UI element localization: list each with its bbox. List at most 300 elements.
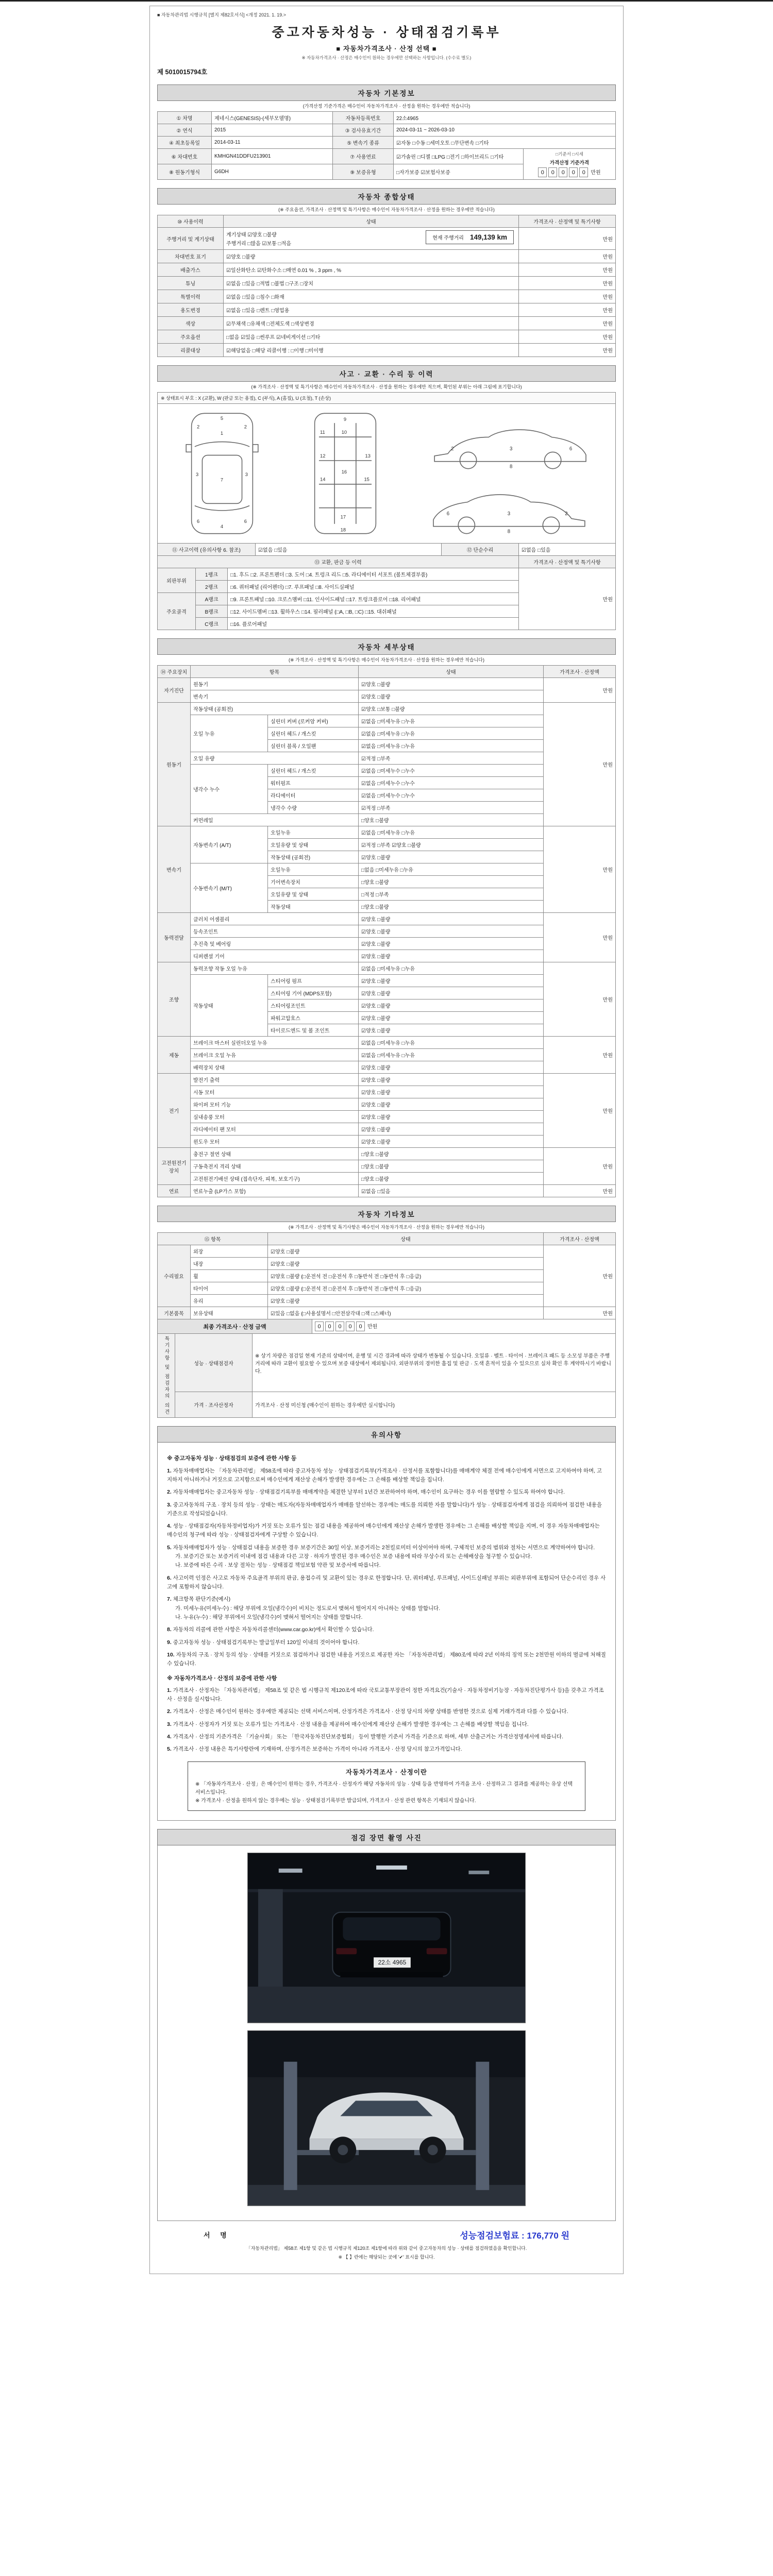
basic-info-table bbox=[157, 111, 616, 180]
checkbox-group[interactable]: ☑없음 □미세누유 □누유 bbox=[359, 1037, 544, 1049]
detail-item-label: 커먼레일 bbox=[191, 814, 359, 826]
svg-text:18: 18 bbox=[340, 527, 346, 533]
notice-item bbox=[167, 1467, 606, 1485]
checkbox-group[interactable]: □없음 □미세누유 □누유 bbox=[359, 863, 544, 876]
notice-number: 5. bbox=[167, 1544, 172, 1551]
page-subtitle-note: ※ 자동차가격조사 · 산정은 매수인이 원하는 경우에만 선택하는 사항입니다. (수수료 별도) bbox=[301, 55, 472, 60]
car-left-side-diagram bbox=[425, 411, 595, 471]
etc-item-label: 타이어 bbox=[191, 1282, 268, 1295]
checkbox-group[interactable]: ☑양호 □불량 bbox=[268, 1258, 544, 1270]
checkbox-group[interactable] bbox=[224, 228, 519, 250]
detail-group-price: 만원 bbox=[544, 1037, 616, 1074]
overall-row-price: 만원 bbox=[519, 263, 616, 277]
checkbox-group[interactable]: ☑없음 □미세누수 □누수 bbox=[359, 765, 544, 777]
overall-condition-table bbox=[157, 215, 616, 357]
svg-text:16: 16 bbox=[341, 469, 347, 474]
detail-group-price: 만원 bbox=[544, 1074, 616, 1148]
field-value: G6DH bbox=[212, 164, 333, 180]
notice-item bbox=[167, 1544, 606, 1570]
opinion-text: 가격조사 · 산정 미신청 (매수인이 원하는 경우에만 실시합니다) bbox=[253, 1392, 616, 1418]
rank-group-label: 주요골격 bbox=[158, 593, 196, 630]
checkbox-group[interactable] bbox=[224, 250, 519, 263]
car-side-view-diagrams bbox=[425, 411, 595, 536]
detail-group-label: 연료 bbox=[158, 1185, 191, 1197]
notice-text: 자동차매매업자는 「자동차관리법」 제58조에 따라 중고자동차 성능 · 상태점검기록부(가격조사 · 산정서를 포함합니다)를 매매계약 체결 전에 매수인에게 서면으로 고지하여야 하며, 고지하지 아니하거나 거짓으로 고지함으로써 매수인에게 재산상 손해가 발생한 경우에는 그 손해를 배상할 책임을 집니다. bbox=[167, 1467, 602, 1483]
notice-number: 9. bbox=[167, 1639, 172, 1646]
detail-item-label: 오일 유량 bbox=[191, 752, 359, 765]
checkbox-group[interactable]: ☑없음 □있음 bbox=[256, 544, 442, 556]
overall-row bbox=[158, 303, 616, 317]
section-note: (※ 주요옵션, 가격조사 · 산정액 및 특기사항은 매수인이 자동차가격조사 · 산정을 원하는 경우에만 적습니다) bbox=[278, 207, 495, 212]
state-line: ☑해당없음 □해당 리콜이행 : □이행 □미이행 bbox=[226, 348, 324, 354]
record-document bbox=[149, 6, 624, 2274]
detail-subitem-label: 라디에이터 bbox=[268, 789, 359, 802]
rank-label: A랭크 bbox=[196, 593, 228, 605]
notice-subtext: 나. 누유(누수) : 해당 부위에서 오일(냉각수)이 맺혀서 떨어지는 상태를 말합니다. bbox=[175, 1614, 363, 1620]
basic-row bbox=[158, 124, 616, 137]
notice-block1-title: ※ 중고자동차 성능 · 상태점검의 보증에 관한 사항 등 bbox=[167, 1455, 297, 1462]
checkbox-group[interactable]: ☑양호 □불량 bbox=[359, 950, 544, 962]
checkbox-group[interactable]: □양호 □불량 bbox=[359, 901, 544, 913]
field-value: 22소4965 bbox=[394, 112, 616, 124]
overall-row-label: 리콜대상 bbox=[158, 344, 224, 357]
checkbox-group[interactable]: ☑자동 □수동 □세미오토 □무단변속 □기타 bbox=[394, 137, 616, 149]
signature-row bbox=[157, 2221, 616, 2243]
checkbox-group[interactable]: ☑양호 □불량 bbox=[359, 913, 544, 925]
checkbox-group[interactable]: ☑양호 □불량 bbox=[359, 1086, 544, 1098]
notice-number: 1. bbox=[167, 1687, 172, 1693]
simple-repair-label: ⑫ 단순수리 bbox=[442, 544, 519, 556]
form-reference: ■ 자동차관리법 시행규칙 [별지 제82호서식] <개정 2021. 1. 19.> bbox=[157, 12, 286, 18]
checkbox-group[interactable]: □양호 □불량 bbox=[359, 1173, 544, 1185]
detail-row bbox=[158, 1185, 616, 1197]
checkbox-group[interactable]: ☑양호 □불량 bbox=[359, 1111, 544, 1123]
svg-text:6: 6 bbox=[446, 511, 449, 517]
checkbox-group[interactable] bbox=[224, 277, 519, 290]
section-inspection-photos bbox=[157, 1829, 616, 2221]
detail-item-label: 클러치 어셈블리 bbox=[191, 913, 359, 925]
detail-condition-table bbox=[157, 665, 616, 1197]
checkbox-group[interactable]: ☑양호 □불량 bbox=[359, 938, 544, 950]
checkbox-group[interactable]: ☑없음 □미세누수 □누수 bbox=[359, 777, 544, 789]
overall-row-label: 특별이력 bbox=[158, 290, 224, 303]
opinion-side-label: 특기사항 및 점검자의 의견 bbox=[158, 1334, 175, 1418]
section-detail-condition bbox=[157, 638, 616, 1197]
checkbox-group[interactable]: ☑양호 □불량 bbox=[359, 999, 544, 1012]
signature-label: 서 명 bbox=[204, 2231, 231, 2239]
checkbox-group[interactable]: □16. 플로어패널 bbox=[228, 618, 519, 630]
checkbox-group[interactable]: ☑양호 □불량 bbox=[359, 1074, 544, 1086]
accident-history-label: ⑪ 사고이력 (유의사항 6. 참조) bbox=[158, 544, 256, 556]
detail-row bbox=[158, 1148, 616, 1160]
final-price-unit: 만원 bbox=[367, 1324, 378, 1330]
ranks-title: ⑬ 교환, 판금 등 이력 bbox=[158, 556, 519, 568]
overall-row-price: 만원 bbox=[519, 317, 616, 330]
detail-subitem-label: 스티어링 펌프 bbox=[268, 975, 359, 987]
detail-group-label: 자기진단 bbox=[158, 678, 191, 703]
section-title: 유의사항 bbox=[157, 1426, 616, 1443]
detail-subitem-label: 워터펌프 bbox=[268, 777, 359, 789]
detail-item-label: 구동축전지 격리 상태 bbox=[191, 1160, 359, 1173]
detail-row bbox=[158, 678, 616, 690]
detail-row bbox=[158, 1074, 616, 1086]
detail-row bbox=[158, 1037, 616, 1049]
svg-text:5: 5 bbox=[221, 415, 224, 421]
etc-group-label: 수리필요 bbox=[158, 1245, 191, 1307]
col-header-usage: ⑩ 사용이력 bbox=[158, 215, 224, 228]
checkbox-group[interactable] bbox=[224, 303, 519, 317]
section-title: 사고 · 교환 · 수리 등 이력 bbox=[157, 365, 616, 382]
notice-item bbox=[167, 1686, 606, 1704]
price-digit: 0 bbox=[559, 167, 567, 177]
detail-item-label: 추진축 및 베어링 bbox=[191, 938, 359, 950]
notice-text: 자동차매매업자는 중고자동차 성능 · 상태점검기록부를 매매계약을 체결한 날부터 1년간 보관하여야 하며, 매수인이 요구하는 경우 이를 열람할 수 있도록 하여야 합니다. bbox=[173, 1489, 565, 1496]
notice-subtext: 가. 보증기간 또는 보증거리 이내에 점검 내용과 다른 고장 · 하자가 발견된 경우 매수인은 보증 내용에 따라 무상수리 또는 손해배상을 청구할 수 있습니다. bbox=[175, 1553, 532, 1560]
svg-text:15: 15 bbox=[364, 477, 369, 482]
svg-text:6: 6 bbox=[244, 518, 247, 524]
svg-text:7: 7 bbox=[221, 477, 224, 483]
notice-text: 성능 · 상태점검자(자동차정비업자)가 거짓 또는 오류가 있는 점검 내용을 제공하여 매수인에게 재산상 손해가 발생한 경우에는 그 손해를 배상할 책임을 지며, 이 경우 자동차매매업자는 매수인의 청구에 따라 성능 · 상태점검자에게 구상할 수 있습니다. bbox=[167, 1523, 600, 1538]
notice-subtext: 나. 보증에 따른 수리 · 보상 절차는 성능 · 상태점검 책임보험 약관 및 보증서에 따릅니다. bbox=[175, 1562, 381, 1569]
svg-text:2: 2 bbox=[197, 424, 200, 430]
detail-group-price: 만원 bbox=[544, 913, 616, 962]
detail-subitem-label: 작동상태 (공회전) bbox=[268, 851, 359, 863]
checkbox-group[interactable]: ☑없음 □미세누유 □누유 bbox=[359, 727, 544, 740]
notice-number: 4. bbox=[167, 1733, 172, 1740]
car-damage-diagrams bbox=[157, 403, 616, 544]
notice-number: 6. bbox=[167, 1574, 172, 1581]
info-box-title: 자동차가격조사 · 산정이란 bbox=[346, 1768, 427, 1776]
opinion-row bbox=[158, 1392, 616, 1418]
checkbox-group[interactable]: ☑양호 □불량 bbox=[359, 690, 544, 703]
detail-item-label: 디퍼렌셜 기어 bbox=[191, 950, 359, 962]
col-header-price: 가격조사 · 산정액 bbox=[544, 666, 616, 678]
notice-number: 8. bbox=[167, 1626, 172, 1633]
detail-group-label: 동력전달 bbox=[158, 913, 191, 962]
price-digit: 0 bbox=[579, 167, 588, 177]
overall-row bbox=[158, 250, 616, 263]
svg-text:6: 6 bbox=[197, 518, 200, 524]
checkbox-group[interactable]: ☑양호 □불량 bbox=[359, 678, 544, 690]
svg-text:3: 3 bbox=[196, 472, 199, 478]
state-line: 계기상태 ☑양호 □불량 bbox=[226, 232, 277, 238]
notice-item bbox=[167, 1733, 606, 1741]
notice-item bbox=[167, 1488, 606, 1497]
field-label: ④ 최초등록일 bbox=[158, 137, 212, 149]
section-title: 점검 장면 촬영 사진 bbox=[157, 1829, 616, 1845]
overall-row-label: 배출가스 bbox=[158, 263, 224, 277]
price-unit: 만원 bbox=[591, 170, 601, 176]
checkbox-group[interactable]: ☑없음 □미세누유 □누유 bbox=[359, 715, 544, 727]
svg-text:9: 9 bbox=[343, 416, 347, 422]
col-header-item: ⑮ 항목 bbox=[158, 1233, 268, 1245]
notice-number: 1. bbox=[167, 1467, 172, 1474]
notice-block1 bbox=[167, 1467, 606, 1669]
section-accident-history bbox=[157, 365, 616, 630]
svg-text:11: 11 bbox=[320, 429, 325, 435]
overall-row-price: 만원 bbox=[519, 344, 616, 357]
etc-item-label: 내장 bbox=[191, 1258, 268, 1270]
checkbox-group[interactable] bbox=[224, 290, 519, 303]
overall-row bbox=[158, 330, 616, 344]
checkbox-group[interactable]: ☑없음 □미세누유 □누유 bbox=[359, 1049, 544, 1061]
basic-row bbox=[158, 149, 616, 164]
overall-row-label: 주행거리 및 계기상태 bbox=[158, 228, 224, 250]
checkbox-group[interactable]: ☑양호 □보통 □불량 bbox=[359, 703, 544, 715]
field-label: ⑦ 사용연료 bbox=[333, 149, 394, 164]
detail-row bbox=[158, 703, 616, 715]
checkbox-group[interactable]: ☑있음 □없음 (□사용설명서 □안전삼각대 □잭 □스패너) bbox=[268, 1307, 544, 1319]
detail-item-label: 변속기 bbox=[191, 690, 359, 703]
opinion-text: ※ 상기 차량은 점검일 현재 기준의 상태이며, 운행 및 시간 경과에 따라 상태가 변동될 수 있습니다. 오일류 · 벨트 · 타이어 · 브레이크 패드 등 소모성 부품은 주행거리에 따라 교환이 필요할 수 있으며 보증 대상에서 제외됩니다. 외판부위의 경미한 흠집 및 판금 · 도색 흔적이 있을 수 있으므로 실차 확인 후 계약하시기 바랍니다. bbox=[253, 1334, 616, 1392]
etc-group-price: 만원 bbox=[544, 1307, 616, 1319]
checkbox-group[interactable]: ☑가솔린 □디젤 □LPG □전기 □하이브리드 □기타 bbox=[394, 149, 524, 164]
detail-item-label: 시동 모터 bbox=[191, 1086, 359, 1098]
detail-item-label: 연료누출 (LP가스 포함) bbox=[191, 1185, 359, 1197]
overall-row-label: 색상 bbox=[158, 317, 224, 330]
notice-number: 3. bbox=[167, 1501, 172, 1508]
checkbox-group[interactable]: □자가보증 ☑보험사보증 bbox=[394, 164, 524, 180]
footer-line: 「자동차관리법」 제58조 제1항 및 같은 법 시행규칙 제120조 제1항에 따라 위와 같이 중고자동차의 성능 · 상태를 점검하였음을 확인합니다. bbox=[246, 2245, 527, 2251]
notice-item bbox=[167, 1720, 606, 1729]
price-digit: 0 bbox=[335, 1321, 344, 1331]
notice-number: 7. bbox=[167, 1596, 172, 1603]
price-digit: 0 bbox=[548, 167, 557, 177]
overall-row-price: 만원 bbox=[519, 290, 616, 303]
detail-item-label: 고전원전기배선 상태 (접속단자, 피복, 보호기구) bbox=[191, 1173, 359, 1185]
detail-subitem-label: 오일유량 및 상태 bbox=[268, 888, 359, 901]
detail-subitem-label: 오일유량 및 상태 bbox=[268, 839, 359, 851]
notice-item bbox=[167, 1625, 606, 1634]
detail-subitem-label: 오일누유 bbox=[268, 863, 359, 876]
col-header-price: 가격조사 · 산정액 및 특기사항 bbox=[519, 556, 616, 568]
detail-item-label: 배력장치 상태 bbox=[191, 1061, 359, 1074]
detail-item-label: 실내송풍 모터 bbox=[191, 1111, 359, 1123]
detail-item-label: 윈도우 모터 bbox=[191, 1136, 359, 1148]
field-label: ③ 검사유효기간 bbox=[333, 124, 394, 137]
checkbox-group[interactable]: ☑적정 □부족 bbox=[359, 752, 544, 765]
svg-text:12: 12 bbox=[320, 453, 326, 459]
section-title: 자동차 세부상태 bbox=[157, 638, 616, 655]
notice-text: 자동차의 리콜에 관한 사항은 자동차리콜센터(www.car.go.kr)에서 확인할 수 있습니다. bbox=[173, 1626, 374, 1633]
notice-item bbox=[167, 1522, 606, 1540]
state-line: ☑없음 □있음 □렌트 □영업용 bbox=[226, 308, 290, 314]
overall-row bbox=[158, 317, 616, 330]
detail-subitem-label: 작동상태 bbox=[268, 901, 359, 913]
detail-item-label: 자동변속기 (A/T) bbox=[191, 826, 268, 863]
checkbox-group[interactable]: ☑없음 □미세누수 □누수 bbox=[359, 789, 544, 802]
field-label: ⑤ 변속기 종류 bbox=[333, 137, 394, 149]
detail-group-label: 조향 bbox=[158, 962, 191, 1037]
overall-row bbox=[158, 344, 616, 357]
checkbox-group[interactable] bbox=[224, 317, 519, 330]
checkbox-group[interactable]: ☑양호 □불량 bbox=[359, 975, 544, 987]
detail-item-label: 동력조향 작동 오일 누유 bbox=[191, 962, 359, 975]
current-mileage-value: 149,139 km bbox=[469, 233, 507, 241]
col-header-item: 항목 bbox=[191, 666, 359, 678]
svg-text:2: 2 bbox=[244, 424, 247, 430]
price-digit: 0 bbox=[346, 1321, 355, 1331]
state-mark-legend: ※ 상태표시 부호 : X (교환), W (판금 또는 용접), C (부식), A (흠집), U (요철), T (손상) bbox=[157, 392, 616, 403]
base-price-options[interactable]: □기준서 □시세 bbox=[556, 151, 583, 157]
fee-value: 176,770 원 bbox=[527, 2230, 569, 2241]
car-right-side-diagram bbox=[425, 476, 595, 536]
svg-text:6: 6 bbox=[569, 446, 572, 452]
notice-item bbox=[167, 1501, 606, 1519]
field-value: 2014-03-11 bbox=[212, 137, 333, 149]
checkbox-group[interactable]: ☑양호 □불량 bbox=[359, 1098, 544, 1111]
price-digit: 0 bbox=[356, 1321, 365, 1331]
rank-label: 2랭크 bbox=[196, 581, 228, 593]
section-note: (※ 가격조사 · 산정액 및 특기사항은 매수인이 자동차가격조사 · 산정을 원하는 경우에만 적습니다) bbox=[289, 657, 484, 663]
svg-text:1: 1 bbox=[221, 431, 224, 436]
checkbox-group[interactable]: ☑양호 □불량 bbox=[359, 1012, 544, 1024]
checkbox-group[interactable]: □6. 쿼터패널 (리어펜더) □7. 루프패널 □8. 사이드실패널 bbox=[228, 581, 519, 593]
checkbox-group[interactable]: ☑양호 □불량 (□운전석 전 □운전석 후 □동반석 전 □동반석 후 □응급) bbox=[268, 1282, 544, 1295]
car-top-view-diagram bbox=[178, 409, 266, 538]
detail-group-label: 원동기 bbox=[158, 703, 191, 826]
overall-row-label: 튜닝 bbox=[158, 277, 224, 290]
section-basic-info bbox=[157, 84, 616, 180]
notice-number: 4. bbox=[167, 1523, 172, 1530]
detail-item-label: 등속조인트 bbox=[191, 925, 359, 938]
detail-subitem-label: 파워고압호스 bbox=[268, 1012, 359, 1024]
detail-group-price: 만원 bbox=[544, 678, 616, 703]
rank-group-label: 외판부위 bbox=[158, 568, 196, 593]
notice-number: 2. bbox=[167, 1708, 172, 1715]
checkbox-group[interactable]: □양호 □불량 bbox=[359, 814, 544, 826]
checkbox-group[interactable]: ☑양호 □불량 (□운전석 전 □운전석 후 □동반석 전 □동반석 후 □응급) bbox=[268, 1270, 544, 1282]
field-label: 자동차등록번호 bbox=[333, 112, 394, 124]
etc-item-label: 보유상태 bbox=[191, 1307, 268, 1319]
checkbox-group[interactable]: □1. 후드 □2. 프론트펜더 □3. 도어 □4. 트렁크 리드 □5. 라디에이터 서포트 (볼트체결부품) bbox=[228, 568, 519, 581]
price-survey-info-box bbox=[188, 1761, 585, 1811]
checkbox-group[interactable]: ☑없음 □미세누유 □누유 bbox=[359, 962, 544, 975]
state-line: 주행거리 □많음 ☑보통 □적음 bbox=[226, 241, 291, 247]
base-price-digits bbox=[526, 167, 613, 177]
section-note: (※ 가격조사 · 산정액 및 특기사항은 매수인이 자동차가격조사 · 산정을 원하는 경우에만 적습니다) bbox=[289, 1225, 484, 1230]
svg-text:8: 8 bbox=[507, 529, 510, 535]
notice-text: 중고자동차 성능 · 상태점검기록부는 발급일부터 120일 이내의 것이어야 합니다. bbox=[173, 1639, 360, 1646]
state-line: ☑무채색 □유채색 □전체도색 □색상변경 bbox=[226, 321, 314, 327]
etc-row bbox=[158, 1245, 616, 1258]
rank-price: 만원 bbox=[519, 568, 616, 630]
checkbox-group[interactable]: ☑적정 □부족 ☑양호 □불량 bbox=[359, 839, 544, 851]
overall-row-price: 만원 bbox=[519, 228, 616, 250]
checkbox-group[interactable] bbox=[224, 330, 519, 344]
section-title: 자동차 종합상태 bbox=[157, 188, 616, 205]
checkbox-group[interactable]: □9. 프론트패널 □10. 크로스멤버 □11. 인사이드패널 □17. 트렁크플로어 □18. 리어패널 bbox=[228, 593, 519, 605]
col-header-device: ⑭ 주요장치 bbox=[158, 666, 191, 678]
overall-row-price: 만원 bbox=[519, 303, 616, 317]
opinion-who-label: 성능 · 상태점검자 bbox=[175, 1334, 253, 1392]
checkbox-group[interactable]: ☑양호 □불량 bbox=[359, 851, 544, 863]
detail-subitem-label: 스티어링 기어 (MDPS포함) bbox=[268, 987, 359, 999]
detail-row bbox=[158, 962, 616, 975]
checkbox-group[interactable]: □양호 □불량 bbox=[359, 1160, 544, 1173]
notice-item bbox=[167, 1707, 606, 1716]
state-line: ☑없음 □있음 □적법 □불법 □구조 □장치 bbox=[226, 281, 313, 287]
info-box-line: ※ 「자동차가격조사 · 산정」은 매수인이 원하는 경우, 가격조사 · 산정자가 해당 자동차의 성능 · 상태 등을 반영하여 가격을 조사 · 산정하고 그 결과를 제공하는 유상 선택 서비스입니다. bbox=[195, 1782, 573, 1796]
checkbox-group[interactable]: ☑양호 □불량 bbox=[268, 1295, 544, 1307]
checkbox-group[interactable]: □양호 □불량 bbox=[359, 1148, 544, 1160]
checkbox-group[interactable]: ☑없음 □있음 bbox=[519, 544, 616, 556]
field-label: ⑨ 보증유형 bbox=[333, 164, 394, 180]
section-note: (가격산정 기준가격은 매수인이 자동차가격조사 · 산정을 원하는 경우에만 적습니다) bbox=[303, 104, 470, 109]
checkbox-group[interactable]: ☑없음 □미세누유 □누유 bbox=[359, 740, 544, 752]
detail-group-label: 전기 bbox=[158, 1074, 191, 1148]
svg-text:3: 3 bbox=[509, 446, 513, 452]
col-header-state: 상태 bbox=[268, 1233, 544, 1245]
checkbox-group[interactable]: ☑없음 □미세누유 □누유 bbox=[359, 826, 544, 839]
detail-item-label: 원동기 bbox=[191, 678, 359, 690]
checkbox-group[interactable]: □양호 □불량 bbox=[359, 876, 544, 888]
detail-item-label: 작동상태 (공회전) bbox=[191, 703, 359, 715]
checkbox-group[interactable] bbox=[224, 263, 519, 277]
section-title: 자동차 기본정보 bbox=[157, 84, 616, 101]
checkbox-group[interactable]: ☑적정 □부족 bbox=[359, 802, 544, 814]
opinion-who-label: 가격 · 조사산정자 bbox=[175, 1392, 253, 1418]
field-value: 2015 bbox=[212, 124, 333, 137]
base-price-box bbox=[524, 149, 616, 180]
final-price-table bbox=[157, 1319, 616, 1334]
price-digit: 0 bbox=[325, 1321, 334, 1331]
final-price-label: 최종 가격조사 · 산정 금액 bbox=[158, 1319, 312, 1334]
notice-text: 가격조사 · 산정 내용은 특기사항란에 기재하며, 산정가격은 보증하는 가격이 아니라 가격조사 · 산정 당시의 참고가격입니다. bbox=[173, 1746, 462, 1753]
checkbox-group[interactable]: ☑양호 □불량 bbox=[359, 1024, 544, 1037]
checkbox-group[interactable] bbox=[224, 344, 519, 357]
etc-info-table bbox=[157, 1232, 616, 1319]
detail-item-label: 수동변속기 (M/T) bbox=[191, 863, 268, 913]
checkbox-group[interactable]: ☑양호 □불량 bbox=[359, 925, 544, 938]
checkbox-group[interactable]: ☑양호 □불량 bbox=[268, 1245, 544, 1258]
svg-text:2: 2 bbox=[450, 446, 454, 452]
checkbox-group[interactable]: ☑양호 □불량 bbox=[359, 987, 544, 999]
svg-text:10: 10 bbox=[341, 429, 347, 435]
notice-subtext: 가. 미세누유(미세누수) : 해당 부위에 오일(냉각수)이 비치는 정도로서 맺혀서 떨어지지 아니하는 상태를 말합니다. bbox=[175, 1605, 441, 1612]
license-plate-text: 22소 4965 bbox=[378, 1959, 407, 1967]
col-header-state: 상태 bbox=[359, 666, 544, 678]
photo-car-on-lift bbox=[247, 2030, 526, 2206]
detail-item-label: 냉각수 누수 bbox=[191, 765, 268, 814]
rank-label: C랭크 bbox=[196, 618, 228, 630]
notice-text: 가격조사 · 산정의 기준가격은 「기술사회」 또는 「한국자동차진단보증협회」 등이 발행한 기준서 가격을 기준으로 하며, 세부 산출근거는 가격산정명세서에 따릅니다. bbox=[173, 1733, 564, 1740]
overall-row-label: 용도변경 bbox=[158, 303, 224, 317]
checkbox-group[interactable]: □적정 □부족 bbox=[359, 888, 544, 901]
detail-subitem-label: 실린더 블록 / 오일팬 bbox=[268, 740, 359, 752]
field-value: 2024-03-11 ~ 2026-03-10 bbox=[394, 124, 616, 137]
checkbox-group[interactable]: □12. 사이드멤버 □13. 휠하우스 □14. 필러패널 (□A, □B, □C) □15. 대쉬패널 bbox=[228, 605, 519, 618]
checkbox-group[interactable]: ☑양호 □불량 bbox=[359, 1061, 544, 1074]
overall-row bbox=[158, 263, 616, 277]
state-line: □없음 ☑있음 □썬루프 ☑네비게이션 □기타 bbox=[226, 335, 321, 341]
notice-text: 자동차매매업자가 성능 · 상태점검 내용을 보증한 경우 보증기간은 30일 이상, 보증거리는 2천킬로미터 이상이어야 하며, 구체적인 보증의 범위와 절차는 서면으로 계약하여야 합니다. bbox=[173, 1544, 595, 1551]
current-mileage-box bbox=[426, 230, 514, 244]
notice-block2 bbox=[167, 1686, 606, 1754]
detail-subitem-label: 오일누유 bbox=[268, 826, 359, 839]
accident-flags-table bbox=[157, 543, 616, 556]
svg-text:2: 2 bbox=[564, 511, 568, 517]
final-price-value bbox=[312, 1319, 616, 1334]
checkbox-group[interactable]: ☑양호 □불량 bbox=[359, 1123, 544, 1136]
current-mileage-label: 현재 주행거리 bbox=[432, 235, 464, 241]
etc-row bbox=[158, 1307, 616, 1319]
photos-container bbox=[157, 1845, 616, 2221]
checkbox-group[interactable]: ☑없음 □있음 bbox=[359, 1185, 544, 1197]
checkbox-group[interactable]: ☑양호 □불량 bbox=[359, 1136, 544, 1148]
detail-item-label: 충전구 절연 상태 bbox=[191, 1148, 359, 1160]
detail-row bbox=[158, 913, 616, 925]
